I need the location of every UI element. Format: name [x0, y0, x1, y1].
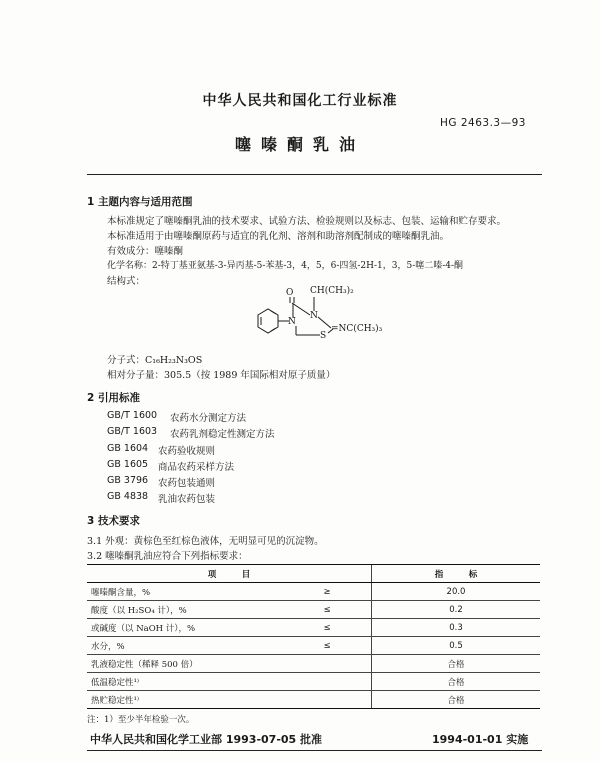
standard-body: 中华人民共和国化工行业标准 — [202, 93, 398, 109]
reference-name: 农药包装通则 — [158, 478, 216, 489]
clause-3-2: 3.2 噻嗪酮乳油应符合下列指标要求： — [87, 551, 248, 562]
table-row — [87, 655, 540, 673]
value-cell: 合格 — [372, 655, 541, 673]
sulfur-atom: S — [320, 331, 327, 341]
standard-code: HG 2463.3—93 — [440, 117, 526, 129]
table-row — [87, 601, 540, 619]
reference-code: GB 1604 — [107, 443, 149, 454]
column-header-item: 项 目 — [87, 565, 372, 583]
chemical-name: 化学名称：2-特丁基亚氨基-3-异丙基-5-苯基-3，4，5，6-四氢-2H-1，3，5-噻二嗪-4-酮 — [107, 261, 464, 271]
reference-code: GB 4838 — [107, 491, 149, 502]
reference-code: GB/T 1600 — [107, 410, 158, 421]
active-ingredient: 有效成分：噻嗪酮 — [107, 246, 184, 257]
table-row — [87, 619, 540, 637]
section-1-heading: 1 主题内容与适用范围 — [87, 196, 193, 208]
comparator-cell — [283, 673, 372, 691]
item-cell: 酸度（以 H₂SO₄ 计），% — [87, 601, 283, 619]
comparator-cell: ≤ — [283, 637, 372, 655]
value-cell: 合格 — [372, 691, 541, 709]
section-1-paragraph-2: 本标准适用于由噻嗪酮原药与适宜的乳化剂、溶剂和助溶剂配制成的噻嗪酮乳油。 — [107, 231, 450, 242]
imine-group: =NC(CH₃)₃ — [331, 324, 383, 334]
value-cell: 0.3 — [372, 619, 541, 637]
isopropyl-group: CH(CH₃)₂ — [310, 286, 354, 296]
reference-code: GB 3796 — [107, 475, 149, 486]
document-title: 噻嗪酮乳油 — [234, 135, 365, 154]
comparator-cell: ≤ — [283, 619, 372, 637]
reference-name: 商品农药采样方法 — [158, 462, 235, 473]
comparator-cell: ≤ — [283, 601, 372, 619]
nitrogen-atom-5: N — [288, 317, 296, 327]
value-cell: 0.5 — [372, 637, 541, 655]
comparator-cell — [283, 691, 372, 709]
footer-rule — [87, 750, 542, 751]
value-cell: 20.0 — [372, 583, 541, 601]
molecular-weight: 相对分子量：305.5（按 1989 年国际相对原子质量） — [107, 370, 336, 381]
item-cell: 噻嗪酮含量，% — [87, 583, 283, 601]
spec-table — [87, 564, 540, 709]
reference-name: 乳油农药包装 — [158, 494, 216, 505]
comparator-cell — [283, 655, 372, 673]
table-row — [87, 637, 540, 655]
table-row — [87, 673, 540, 691]
reference-name: 农药乳剂稳定性测定方法 — [170, 429, 275, 440]
value-cell: 合格 — [372, 673, 541, 691]
table-row — [87, 583, 540, 601]
oxygen-atom: O — [286, 288, 294, 298]
implementation-date: 1994-01-01 实施 — [432, 733, 529, 746]
approval-line: 中华人民共和国化学工业部 1993-07-05 批准 — [90, 733, 323, 746]
item-cell: 乳液稳定性（稀释 500 倍） — [87, 655, 283, 673]
header-rule — [87, 174, 542, 175]
reference-name: 农药验收规则 — [158, 446, 216, 457]
molecular-formula: 分子式：C₁₆H₂₃N₃OS — [107, 355, 203, 366]
section-3-heading: 3 技术要求 — [87, 515, 140, 527]
nitrogen-atom-3: N — [310, 311, 318, 321]
column-header-spec: 指 标 — [372, 565, 541, 583]
reference-code: GB 1605 — [107, 459, 149, 470]
item-cell: 低温稳定性¹⁾ — [87, 673, 283, 691]
section-1-paragraph-1: 本标准规定了噻嗪酮乳油的技术要求、试验方法、检验规则以及标志、包装、运输和贮存要求。 — [107, 216, 507, 227]
table-note: 注：1）至少半年检验一次。 — [87, 715, 195, 725]
value-cell: 0.2 — [372, 601, 541, 619]
clause-3-1: 3.1 外观：黄棕色至红棕色液体，无明显可见的沉淀物。 — [87, 536, 324, 547]
reference-name: 农药水分测定方法 — [170, 413, 247, 424]
item-cell: 或碱度（以 NaOH 计），% — [87, 619, 283, 637]
section-2-heading: 2 引用标准 — [87, 392, 140, 404]
item-cell: 热贮稳定性¹⁾ — [87, 691, 283, 709]
table-row — [87, 691, 540, 709]
table-header-row — [87, 565, 540, 583]
structural-formula — [230, 283, 400, 353]
comparator-cell: ≥ — [283, 583, 372, 601]
structure-label: 结构式： — [107, 276, 146, 287]
item-cell: 水分，% — [87, 637, 283, 655]
reference-code: GB/T 1603 — [107, 426, 158, 437]
